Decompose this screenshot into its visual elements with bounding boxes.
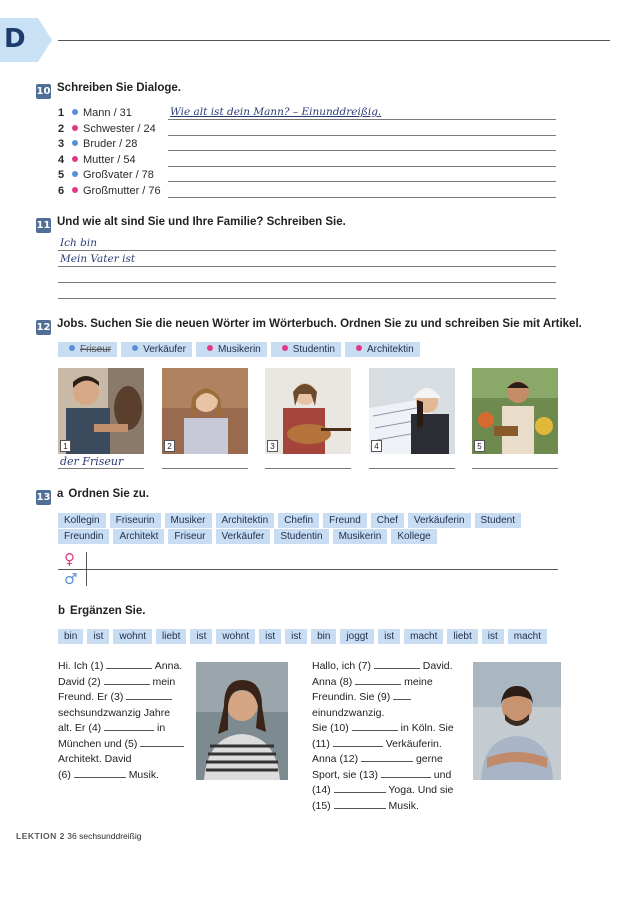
male-dot-icon [72,140,78,146]
header-rule [58,40,610,41]
word-chip[interactable]: macht [404,629,443,644]
female-symbol-icon: ♀ [64,550,75,568]
section-letter: D [4,24,26,54]
word-bank-b [58,629,551,644]
example-answer: der Friseur [60,455,124,468]
photo-number: 1 [60,440,71,452]
example-answer: Wie alt ist dein Mann? – Einunddreißig. [170,106,382,118]
answer-line[interactable] [168,166,556,167]
part-label: a [57,488,64,500]
exercise-number: 12 [36,322,51,333]
photo-anna [196,662,288,780]
exercise-title: Ergänzen Sie. [70,605,146,617]
gap-blank[interactable] [74,769,126,778]
male-symbol-icon: ♂ [64,570,78,588]
exercise-title: Ordnen Sie zu. [68,488,149,500]
male-dot-icon [72,171,78,177]
photo-musician [265,368,351,454]
exercise-title: Jobs. Suchen Sie die neuen Wörter im Wörterbuch. Ordnen Sie zu und schreiben Sie mit Artikel. [57,318,582,330]
word-chip[interactable]: Chef [371,513,404,528]
photo-salesperson [162,368,248,454]
exercise-13-heading [36,488,149,505]
gap-blank[interactable] [106,660,152,669]
answer-line[interactable] [58,282,556,283]
word-chip[interactable]: Musiker [165,513,212,528]
page-number: 36 sechsunddreißig [67,831,142,841]
word-chip[interactable]: Architekt [113,529,164,544]
word-chip[interactable]: Verkäufer [121,342,192,357]
word-chip[interactable]: joggt [340,629,374,644]
gap-blank[interactable] [104,722,154,731]
answer-line[interactable] [168,150,556,151]
gap-blank[interactable] [333,738,383,747]
photo-vendor [472,368,558,454]
gap-blank[interactable] [374,660,420,669]
answer-line[interactable] [58,569,558,570]
male-dot-icon [132,345,138,351]
answer-line[interactable] [168,119,556,120]
word-chip[interactable]: Kollege [391,529,436,544]
handwritten-start: Ich bin [60,237,97,249]
word-chip[interactable]: Studentin [271,342,341,357]
word-chip[interactable]: Architektin [345,342,420,357]
photo-number: 4 [371,440,382,452]
word-chip[interactable]: ist [87,629,109,644]
word-bank-a-row1 [58,513,525,528]
word-chip[interactable]: wohnt [216,629,255,644]
male-dot-icon [69,345,75,351]
word-chip[interactable]: Verkäuferin [408,513,471,528]
gap-blank[interactable] [334,784,386,793]
exercise-number: 10 [36,86,51,97]
answer-line[interactable] [58,468,144,469]
female-dot-icon [72,156,78,162]
word-chip[interactable]: ist [190,629,212,644]
word-chip[interactable]: Friseur [168,529,211,544]
female-dot-icon [282,345,288,351]
photo-number: 2 [164,440,175,452]
photo-number: 5 [474,440,485,452]
word-chip[interactable]: liebt [156,629,186,644]
lesson-label: LEKTION 2 [16,831,65,841]
word-chip[interactable]: Chefin [278,513,319,528]
exercise-12-heading [36,318,582,335]
word-chip[interactable]: Verkäufer [216,529,271,544]
answer-line[interactable] [168,181,556,182]
photo-david [473,662,561,780]
gap-blank[interactable] [334,800,386,809]
photo-hairdresser [58,368,144,454]
exercise-title: Und wie alt sind Sie und Ihre Familie? Schreiben Sie. [57,216,346,228]
exercise-number: 13 [36,492,51,503]
word-chip[interactable]: Friseur [58,342,117,357]
answer-line[interactable] [58,250,556,251]
gap-text-anna: Hi. Ich (1) Anna. David (2) mein Freund. Er (3) sechsundzwanzig Jahre alt. Er (4) in München und (5) Architekt. David (6) Musik. [58,659,184,783]
answer-line[interactable] [58,266,556,267]
exercise-number: 11 [36,220,51,231]
exercise-10-heading [36,82,181,99]
photo-number: 3 [267,440,278,452]
dialog-item: 4 Mutter / 54 [58,154,136,166]
female-dot-icon [207,345,213,351]
word-chip[interactable]: Student [475,513,521,528]
gap-blank[interactable] [126,691,172,700]
word-chip[interactable]: Musikerin [196,342,267,357]
word-chip[interactable]: Architektin [216,513,275,528]
gap-blank[interactable] [355,676,401,685]
female-dot-icon [72,187,78,193]
page-footer [16,831,141,841]
word-chip[interactable]: bin [58,629,83,644]
answer-line[interactable] [168,135,556,136]
dialog-item: 2 Schwester / 24 [58,123,156,135]
word-chip[interactable]: wohnt [113,629,152,644]
dialog-item: 6 Großmutter / 76 [58,185,161,197]
female-dot-icon [356,345,362,351]
answer-line[interactable] [168,197,556,198]
part-label: b [58,605,66,617]
male-dot-icon [72,109,78,115]
word-chip[interactable]: macht [508,629,547,644]
word-chip[interactable]: Friseurin [110,513,161,528]
word-chip[interactable]: bin [311,629,336,644]
gap-text-david: Hallo, ich (7) David. Anna (8) meine Freundin. Sie (9) einundzwanzig. Sie (10) in Köln. Sie (11) Verkäuferin. Anna (12) gerne Sport, sie (13) und (14) Yoga. Und sie (15) Musik. [312,660,454,812]
female-dot-icon [72,125,78,131]
exercise-13b-heading [58,605,145,617]
dialog-item: 5 Großvater / 78 [58,169,154,181]
gap-blank[interactable] [352,722,398,731]
gap-blank[interactable] [140,738,184,747]
word-chip[interactable]: ist [378,629,400,644]
word-bank-a-row2 [58,529,441,544]
answer-line[interactable] [265,468,351,469]
answer-line[interactable] [58,298,556,299]
gap-blank[interactable] [361,753,413,762]
word-bank [58,342,424,357]
photo-architect [369,368,455,454]
word-chip[interactable]: liebt [447,629,477,644]
word-chip[interactable]: Studentin [274,529,328,544]
handwritten-start: Mein Vater ist [60,253,136,265]
gap-blank[interactable] [381,769,431,778]
word-chip[interactable]: Kollegin [58,513,106,528]
answer-line[interactable] [162,468,248,469]
gap-blank[interactable] [393,691,411,700]
word-chip[interactable]: ist [482,629,504,644]
word-chip[interactable]: ist [285,629,307,644]
exercise-11-heading [36,216,346,233]
dialog-item: 3 Bruder / 28 [58,138,138,150]
dialog-item: 1 Mann / 31 [58,107,132,119]
word-chip[interactable]: Freund [323,513,367,528]
word-chip[interactable]: Musikerin [333,529,388,544]
word-chip[interactable]: Freundin [58,529,109,544]
gap-blank[interactable] [104,676,150,685]
answer-line[interactable] [472,468,558,469]
exercise-title: Schreiben Sie Dialoge. [57,82,181,94]
word-chip[interactable]: ist [259,629,281,644]
answer-line[interactable] [369,468,455,469]
